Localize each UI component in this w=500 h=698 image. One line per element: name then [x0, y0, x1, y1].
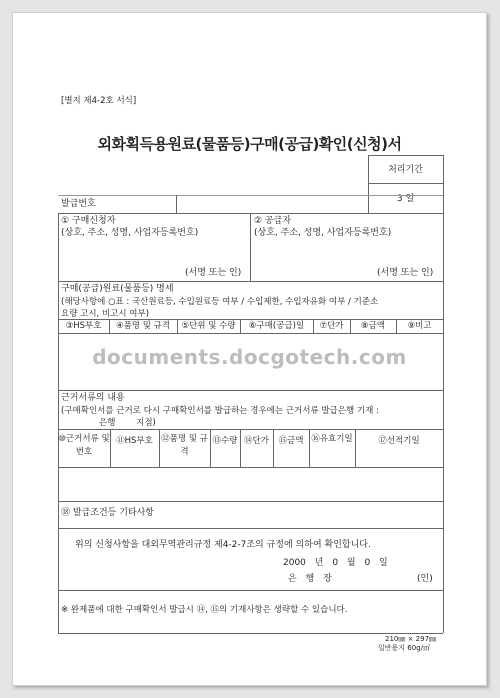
goods-section-note: (해당사항에 ○표 : 국산원료등, 수입원료등 여부 / 수입제한, 수입자유화 여부 / 기준소 — [61, 297, 379, 307]
goods-section-label: 구매(공급)원료(물품등) 명세 — [61, 284, 174, 294]
col-basis-document: ⑩근거서류 및 번호 — [58, 434, 110, 457]
document-title: 외화획득용원료(물품등)구매(공급)확인(신청)서 — [97, 135, 402, 153]
col-amount: ⑧금액 — [360, 321, 386, 331]
form-label: [별지 제4-2호 서식] — [61, 96, 137, 106]
issue-number-label: 발급번호 — [61, 199, 96, 209]
col-item-spec: ④품명 및 규격 — [115, 321, 171, 331]
issue-date: 2000 년 0 월 0 일 — [283, 558, 388, 568]
col-purchase-date: ⑥구매(공급)일 — [248, 321, 305, 331]
applicant-label: ① 구매신청자 — [61, 216, 116, 226]
col-basis-hs-code: ⑪HS부호 — [116, 436, 153, 446]
basis-section-note: (구매확인서를 근거로 다시 구매확인서를 발급하는 경우에는 근거서류 발급은행 기재 : — [61, 406, 379, 416]
col-basis-quantity: ⑬수량 — [212, 436, 238, 446]
conditions-label: ⑱ 발급조건등 기타사항 — [61, 508, 154, 518]
paper-size: 210㎜ × 297㎜ — [385, 635, 437, 643]
col-hs-code: ③HS부호 — [65, 321, 102, 331]
applicant-detail: (상호, 주소, 성명, 사업자등록번호) — [61, 228, 199, 238]
applicant-signature: (서명 또는 인) — [185, 268, 242, 278]
document-page — [12, 12, 487, 686]
col-basis-item-spec: ⑫품명 및 규격 — [161, 434, 208, 457]
bank-seal: (인) — [417, 574, 433, 584]
basis-bank-line: 은행 지점) — [99, 418, 156, 428]
col-basis-shipping-date: ⑰선적기일 — [378, 436, 420, 446]
col-unit-price: ⑦단가 — [319, 321, 344, 331]
processing-period-value: 3 일 — [396, 194, 415, 204]
goods-section-note-2: 요량 고시, 비고시 여부) — [61, 309, 150, 319]
supplier-signature: (서명 또는 인) — [377, 268, 434, 278]
col-basis-unit-price: ⑭단가 — [244, 436, 269, 446]
confirmation-text: 위의 신청사항을 대외무역관리규정 제4-2-7조의 규정에 의하여 확인합니다. — [75, 540, 371, 550]
basis-section-label: 근거서류의 내용 — [61, 393, 125, 403]
supplier-label: ② 공급자 — [254, 216, 292, 226]
processing-period-label: 처리기간 — [388, 165, 423, 175]
col-remarks: ⑨비고 — [407, 321, 432, 331]
col-unit-quantity: ⑤단위 및 수량 — [181, 321, 236, 331]
col-basis-amount: ⑮금액 — [278, 436, 304, 446]
supplier-detail: (상호, 주소, 성명, 사업자등록번호) — [254, 228, 392, 238]
watermark: documents.docgotech.com — [92, 345, 407, 369]
footnote: ※ 완제품에 대한 구매확인서 발급시 ⑭, ⑮의 기재사항은 생략할 수 있습니다. — [61, 605, 348, 615]
col-basis-valid-date: ⑯유효기일 — [311, 434, 353, 444]
paper-spec: 일반용지 60g/㎡ — [378, 644, 430, 652]
bank-head-label: 은 행 장 — [288, 574, 332, 584]
